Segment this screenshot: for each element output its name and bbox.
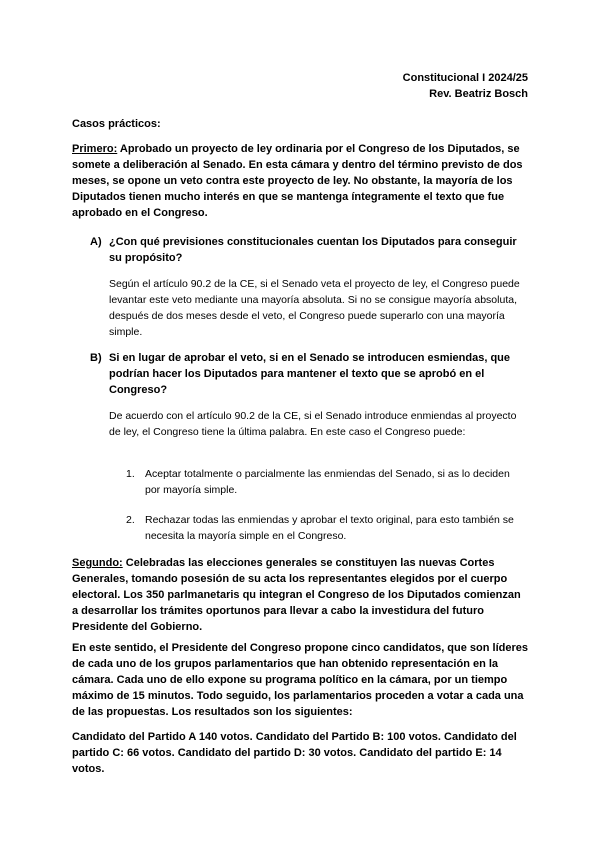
question-a	[90, 234, 522, 266]
question-a-letter: A)	[90, 236, 102, 248]
votos-paragraph: Candidato del Partido A 140 votos. Candidato del Partido B: 100 votos. Candidato del partido C: 66 votos. Candidato del partido D: 30 votos. Candidato del partido E: 14 votos.	[72, 731, 517, 775]
reviewer-name: Rev. Beatriz Bosch	[429, 88, 528, 100]
question-a-text: ¿Con qué previsiones constitucionales cuentan los Diputados para conseguir su propósito?	[109, 236, 517, 264]
segundo-paragraph	[72, 555, 528, 635]
question-b-letter: B)	[90, 352, 102, 364]
list-item-text: Aceptar totalmente o parcialmente las enmiendas del Senado, si as lo deciden por mayoría simple.	[145, 468, 510, 496]
primero-label: Primero:	[72, 143, 118, 155]
document-header	[403, 70, 528, 102]
question-b-text: Si en lugar de aprobar el veto, si en el Senado se introducen esmiendas, que podrían hacer los Diputados para mantener el texto que se aprobó en el Congreso?	[109, 352, 511, 396]
list-item-number: 1.	[126, 468, 135, 480]
course-title: Constitucional I 2024/25	[402, 72, 528, 84]
list-item	[126, 512, 526, 544]
list-item	[126, 466, 526, 498]
segundo-label: Segundo:	[72, 557, 123, 569]
answer-a: Según el artículo 90.2 de la CE, si el Senado veta el proyecto de ley, el Congreso puede levantar este veto mediante una mayoría absoluta. Si no se consigue mayoría absoluta, después de dos meses desde el veto, el Congreso puede superarlo con una mayoría simple.	[109, 278, 520, 338]
sentido-paragraph: En este sentido, el Presidente del Congreso propone cinco candidatos, que son líderes de cada uno de los grupos parlamentarios que han obtenido representación en la cámara. Cada uno de ello expone su programa político en la cámara, por un tiempo máximo de 15 minutos. Todo seguido, los parlamentarios proceden a votar a cada una de las propuestas. Los resultados son los siguientes:	[72, 642, 528, 718]
list-item-number: 2.	[126, 514, 135, 526]
answer-b: De acuerdo con el artículo 90.2 de la CE, si el Senado introduce enmiendas al proyecto de ley, el Congreso tiene la última palabra. En este caso el Congreso puede:	[109, 410, 517, 438]
primero-paragraph	[72, 141, 528, 221]
question-b	[90, 350, 522, 398]
segundo-text: Celebradas las elecciones generales se constituyen las nuevas Cortes Generales, tomando posesión de su acta los representantes elegidos por el cuerpo electoral. Los 350 parlmanetaris qu integran el Congreso de los Diputados comienzan a desarrollar los trámites oportunos para llevar a cabo la investidura del futuro Presidente del Gobierno.	[72, 557, 521, 633]
list-item-text: Rechazar todas las enmiendas y aprobar el texto original, para esto también se necesita la mayoría simple en el Congreso.	[145, 514, 514, 542]
primero-text: Aprobado un proyecto de ley ordinaria por el Congreso de los Diputados, se somete a deliberación al Senado. En esta cámara y dentro del término previsto de dos meses, se opone un veto contra este proyecto de ley. No obstante, la mayoría de los Diputados tienen mucho interés en que se mantenga íntegramente el texto que fue aprobado en el Congreso.	[72, 143, 523, 219]
casos-title: Casos prácticos:	[72, 118, 161, 130]
